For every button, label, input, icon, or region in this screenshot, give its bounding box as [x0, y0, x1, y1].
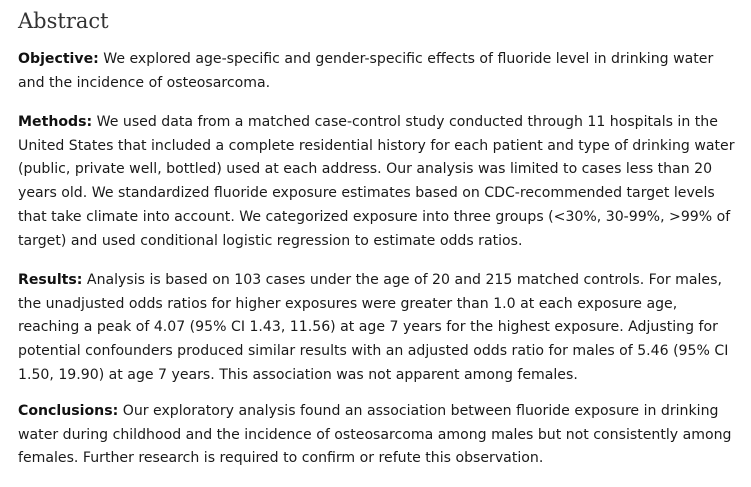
results-text: Analysis is based on 103 cases under the age of 20 and 215 matched controls. For males, the unadjusted odds ratios for higher exposures were greater than 1.0 at each exposure age, reaching a peak of 4.07 (95% CI 1.43, 11.56) at age 7 years for the highest exposure. Adjusting for potential confounders produced similar results with an adjusted odds ratio for males of 5.46 (95% CI 1.50, 19.90) at age 7 years. This association was not apparent among females. [18, 272, 729, 383]
results-label: Results: [18, 272, 83, 288]
conclusions-label: Conclusions: [18, 403, 119, 419]
methods-label: Methods: [18, 114, 93, 130]
methods-text: We used data from a matched case-control study conducted through 11 hospitals in the United States that included a complete residential history for each patient and type of drinking water (public, private well, bottled) used at each address. Our analysis was limited to cases less than 20 years old. We standardized fluoride exposure estimates based on CDC-recommended target levels that take climate into account. We categorized exposure into three groups (<30%, 30-99%, >99% of target) and used conditional logistic regression to estimate odds ratios. [18, 114, 735, 249]
objective-text: We explored age-specific and gender-specific effects of fluoride level in drinking water and the incidence of osteosarcoma. [18, 51, 714, 91]
abstract-heading: Abstract [18, 9, 109, 33]
conclusions-text: Our exploratory analysis found an association between fluoride exposure in drinking water during childhood and the incidence of osteosarcoma among males but not consistently among females. Further research is required to confirm or refute this observation. [18, 403, 732, 467]
methods-paragraph [18, 111, 736, 253]
objective-paragraph [18, 48, 736, 95]
objective-label: Objective: [18, 51, 99, 67]
conclusions-paragraph [18, 400, 736, 471]
results-paragraph [18, 269, 736, 388]
